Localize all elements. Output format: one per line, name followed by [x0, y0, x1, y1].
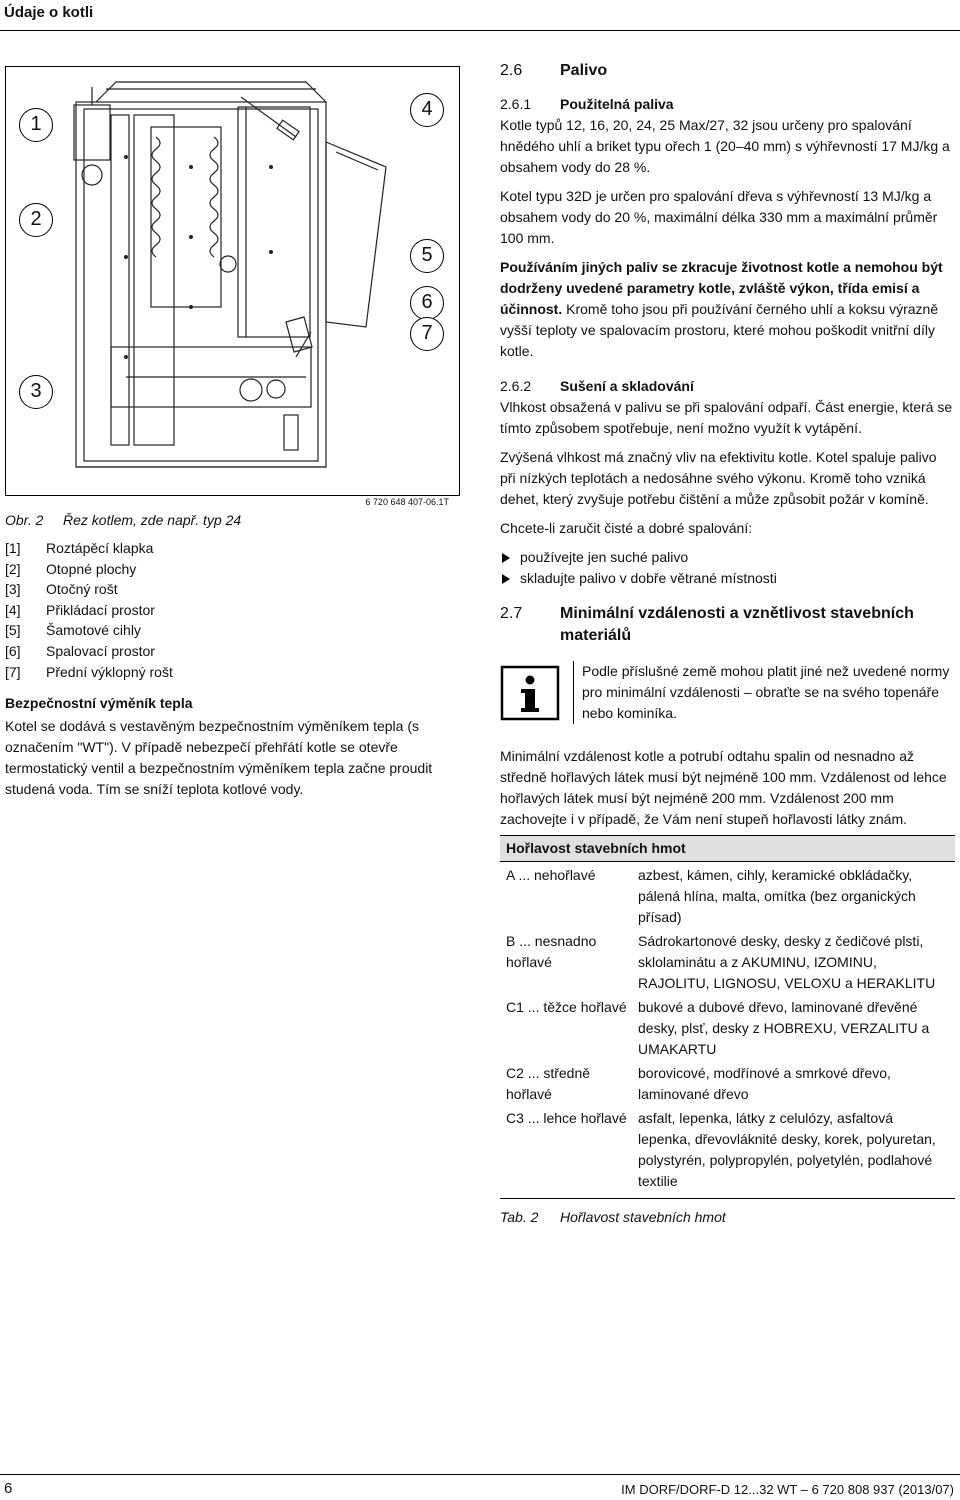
legend-index: [3]	[5, 581, 21, 598]
legend-label: Přední výklopný rošt	[46, 663, 173, 680]
page-section-title: Údaje o kotli	[4, 4, 94, 21]
table-cell-description: azbest, kámen, cihly, keramické obkládačky, pálená hlína, malta, omítka (bez organických přísad)	[638, 867, 916, 925]
legend-label: Spalovací prostor	[46, 642, 155, 659]
table-cell-class: C1 ... těžce hořlavé	[506, 999, 627, 1015]
table-cell-description: Sádrokartonové desky, desky z čedičové plsti, sklolaminátu a z AKUMINU, IZOMINU, RAJOLITU, LIGNOSU, VELOXU a HERAKLITU	[638, 933, 936, 991]
figure-code: 6 720 648 407-06.1T	[365, 497, 449, 507]
warning-text: Kromě toho jsou při používání černého uhlí a koksu výrazně vyšší teploty ve spalovacím prostoru, které mohou poškodit vnitřní díly kotle.	[500, 301, 939, 359]
table-cell-class: C2 ... středně hořlavé	[506, 1065, 591, 1102]
legend-item	[5, 620, 173, 641]
right-column	[500, 60, 955, 838]
legend-label: Otopné plochy	[46, 560, 137, 577]
legend-index: [4]	[5, 601, 21, 618]
bullet-list	[500, 547, 955, 589]
section-distances-heading	[500, 603, 955, 647]
flammability-table	[500, 835, 955, 1228]
table-cell-class: B ... nesnadno hořlavé	[506, 933, 597, 970]
legend-index: [1]	[5, 540, 21, 556]
paragraph: Chcete-li zaručit čisté a dobré spalování:	[500, 520, 753, 536]
list-item: skladujte palivo v dobře větrané místnosti	[500, 568, 955, 589]
legend-item	[5, 579, 173, 600]
document-id: IM DORF/DORF-D 12...32 WT – 6 720 808 937 (2013/07)	[621, 1482, 954, 1497]
legend-index: [5]	[5, 622, 21, 639]
table-row	[500, 997, 955, 1060]
info-icon	[500, 665, 560, 721]
figure-legend	[5, 538, 173, 682]
callout-5: 5	[410, 239, 444, 273]
subsection-number: 2.6.2	[500, 378, 532, 394]
table-row	[500, 1063, 955, 1105]
footer-divider	[0, 1474, 960, 1475]
callout-2: 2	[19, 203, 53, 237]
page-number: 6	[4, 1480, 13, 1497]
subsection-title: Sušení a skladování	[560, 378, 694, 394]
header-divider	[0, 30, 960, 31]
figure-caption	[5, 510, 241, 531]
callout-4: 4	[410, 93, 444, 127]
legend-item	[5, 662, 173, 683]
paragraph: Zvýšená vlhkost má značný vliv na efektivitu kotle. Kotel spaluje palivo při nízkých teplotách a nedosáhne svého výkonu. Kromě toho vzniká dehet, který zvyšuje potřebu čištění a může způsobit požár v komíně.	[500, 449, 937, 507]
legend-item	[5, 538, 173, 559]
paragraph: Minimální vzdálenost kotle a potrubí odtahu spalin od nesnadno až středně hořlavých látek musí být nejméně 100 mm. Vzdálenost od lehce hořlavých látek musí být nejméně 200 mm. Vzdálenost 200 mm zachovejte i v případě, že Vám není stupeň hořlavosti látky znám.	[500, 748, 947, 827]
legend-index: [6]	[5, 642, 21, 659]
safety-heading: Bezpečnostní výměník tepla	[5, 695, 193, 711]
section-number: 2.6	[500, 62, 523, 79]
table-cell-description: asfalt, lepenka, látky z celulózy, asfaltová lepenka, dřevovláknité desky, korek, polyuretan, polystyrén, polypropylén, polyetylén, podlahové textilie	[638, 1110, 936, 1189]
boiler-drawing	[6, 67, 461, 497]
table-row	[500, 931, 955, 994]
table-cell-class: C3 ... lehce hořlavé	[506, 1110, 627, 1126]
figure-caption-number: Obr. 2	[5, 512, 44, 528]
paragraph: Kotel typu 32D je určen pro spalování dřeva s výhřevností 13 MJ/kg a obsahem vody do 20 %, maximální délka 330 mm a maximální průměr 100 mm.	[500, 188, 938, 246]
warning-bold-text: Používáním jiných paliv se zkracuje životnost kotle a nemohou být dodrženy uvedené parametry kotle, zvláště výkon, třída emisí a účinnost.	[500, 259, 943, 317]
subsection-drying-heading	[500, 376, 955, 397]
list-item: používejte jen suché palivo	[500, 547, 955, 568]
callout-3: 3	[19, 375, 53, 409]
table-cell-description: borovicové, modřínové a smrkové dřevo, laminované dřevo	[638, 1065, 891, 1102]
table-cell-description: bukové a dubové dřevo, laminované dřevěné desky, plsť, desky z HOBREXU, VERZALITU a UMAKARTU	[638, 999, 930, 1057]
legend-label: Šamotové cihly	[46, 622, 141, 639]
legend-item	[5, 600, 173, 621]
legend-label: Přikládací prostor	[46, 601, 155, 618]
legend-label: Roztápěcí klapka	[46, 540, 154, 556]
section-fuel-heading	[500, 60, 955, 81]
safety-text: Kotel se dodává s vestavěným bezpečnostním výměníkem tepla (s označením "WT"). V případě nebezpečí přehřátí kotle se otevře termostatický ventil a bezpečnostním výměníkem tepla začne proudit studená voda. Tím se sníží teplota kotlové vody.	[5, 718, 433, 797]
legend-index: [2]	[5, 560, 21, 577]
subsection-title: Použitelná paliva	[560, 96, 674, 112]
warning-paragraph	[500, 257, 955, 362]
callout-1: 1	[19, 108, 53, 142]
legend-item	[5, 641, 173, 662]
subsection-usable-heading	[500, 94, 955, 115]
table-cell-class: A ... nehořlavé	[506, 867, 596, 883]
section-title: Minimální vzdálenosti a vznětlivost stavebních materiálů	[560, 605, 914, 644]
table-header: Hořlavost stavebních hmot	[500, 835, 955, 862]
paragraph: Kotle typů 12, 16, 20, 24, 25 Max/27, 32 jsou určeny pro spalování hnědého uhlí a briket typu ořech 1 (20–40 mm) s výhřevností 17 MJ/kg a obsahem vody do 28 %.	[500, 117, 950, 175]
legend-item	[5, 559, 173, 580]
boiler-cross-section-figure	[5, 66, 460, 507]
section-title: Palivo	[560, 62, 608, 79]
callout-7: 7	[410, 317, 444, 351]
table-caption-text: Hořlavost stavebních hmot	[560, 1209, 726, 1225]
table-caption	[500, 1207, 955, 1228]
paragraph: Vlhkost obsažená v palivu se při spalování odpaří. Část energie, která se tímto způsobem spotřebuje, není možno využít k vytápění.	[500, 399, 953, 436]
legend-label: Otočný rošt	[46, 581, 118, 598]
table-caption-number: Tab. 2	[500, 1209, 539, 1225]
info-text: Podle příslušné země mohou platit jiné než uvedené normy pro minimální vzdálenosti – obraťte se na svého topenáře nebo kominíka.	[573, 661, 955, 724]
callout-6: 6	[410, 286, 444, 320]
section-number: 2.7	[500, 605, 523, 622]
info-note	[500, 661, 955, 724]
subsection-number: 2.6.1	[500, 96, 532, 112]
table-row	[500, 1108, 955, 1192]
table-row	[500, 865, 955, 928]
table-bottom-rule	[500, 1198, 955, 1199]
figure-caption-text: Řez kotlem, zde např. typ 24	[63, 512, 242, 528]
legend-index: [7]	[5, 663, 21, 680]
